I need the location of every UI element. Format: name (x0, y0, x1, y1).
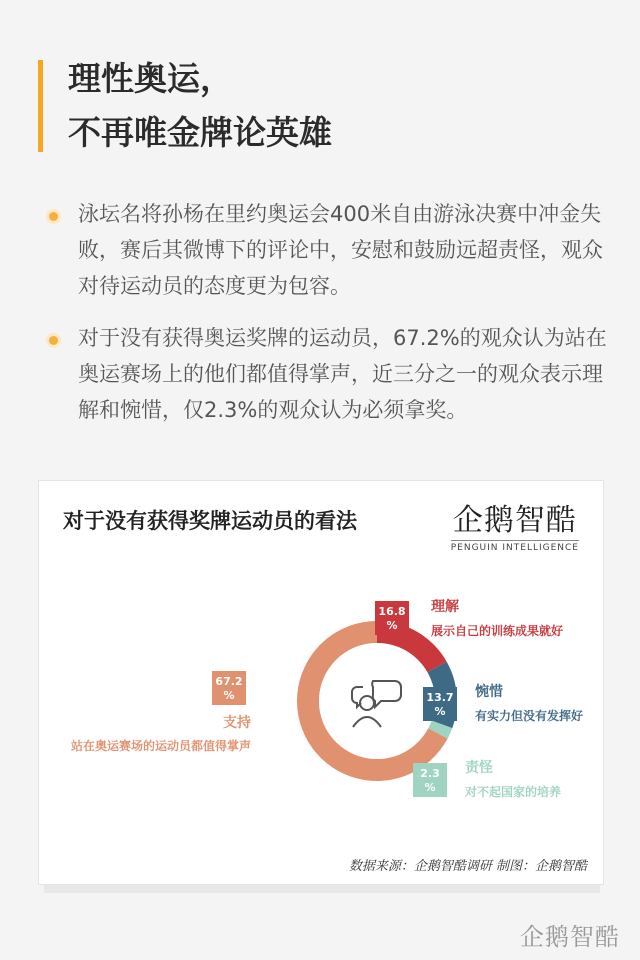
category-desc: 对不起国家的培养 (465, 785, 562, 799)
page-title (68, 52, 332, 160)
chart-title: 对于没有获得奖牌运动员的看法 (63, 509, 357, 533)
donut-chart (39, 481, 605, 886)
value-label: 16.8 (378, 605, 406, 618)
category-label: 理解 (431, 599, 459, 615)
footer-logo: 企鹅智酷 (520, 923, 620, 951)
title-accent-bar (38, 60, 43, 152)
bullet-dot-icon (49, 336, 58, 345)
bullet-item (42, 196, 622, 304)
value-label: 67.2 (215, 675, 243, 688)
category-label: 责怪 (465, 760, 493, 776)
chart-card (38, 480, 604, 885)
value-label: 13.7 (426, 691, 454, 704)
bullet-text: 对于没有获得奥运奖牌的运动员，67.2%的观众认为站在奥运赛场上的他们都值得掌声，近三分之一的观众表示理解和惋惜，仅2.3%的观众认为必须拿奖。 (78, 326, 607, 422)
chart-source: 数据来源：企鹅智酷调研 制图：企鹅智酷 (348, 859, 587, 874)
category-desc: 有实力但没有发挥好 (475, 709, 584, 723)
title-line-1: 理性奥运， (68, 59, 233, 98)
bullet-text: 泳坛名将孙杨在里约奥运会400米自由游泳决赛中冲金失败，赛后其微博下的评论中，安慰和鼓励远超责怪，观众对待运动员的态度更为包容。 (78, 202, 603, 298)
unit-label: % (386, 619, 398, 632)
category-desc: 站在奥运赛场的运动员都值得掌声 (70, 739, 251, 753)
category-label: 惋惜 (475, 684, 503, 700)
title-line-2: 不再唯金牌论英雄 (68, 113, 332, 152)
unit-label: % (434, 705, 446, 718)
logo-name: 企鹅智酷 (452, 503, 577, 538)
category-desc: 展示自己的训练成果就好 (431, 624, 564, 638)
bullet-item (42, 320, 622, 428)
unit-label: % (223, 689, 235, 702)
bullet-dot-icon (49, 212, 58, 221)
unit-label: % (424, 781, 436, 794)
card-shadow (44, 885, 600, 893)
value-label: 2.3 (420, 767, 440, 780)
category-label: 支持 (223, 715, 251, 731)
bullet-list (42, 196, 622, 444)
donut-hole (319, 643, 435, 759)
logo-subtitle: PENGUIN INTELLIGENCE (451, 540, 579, 553)
